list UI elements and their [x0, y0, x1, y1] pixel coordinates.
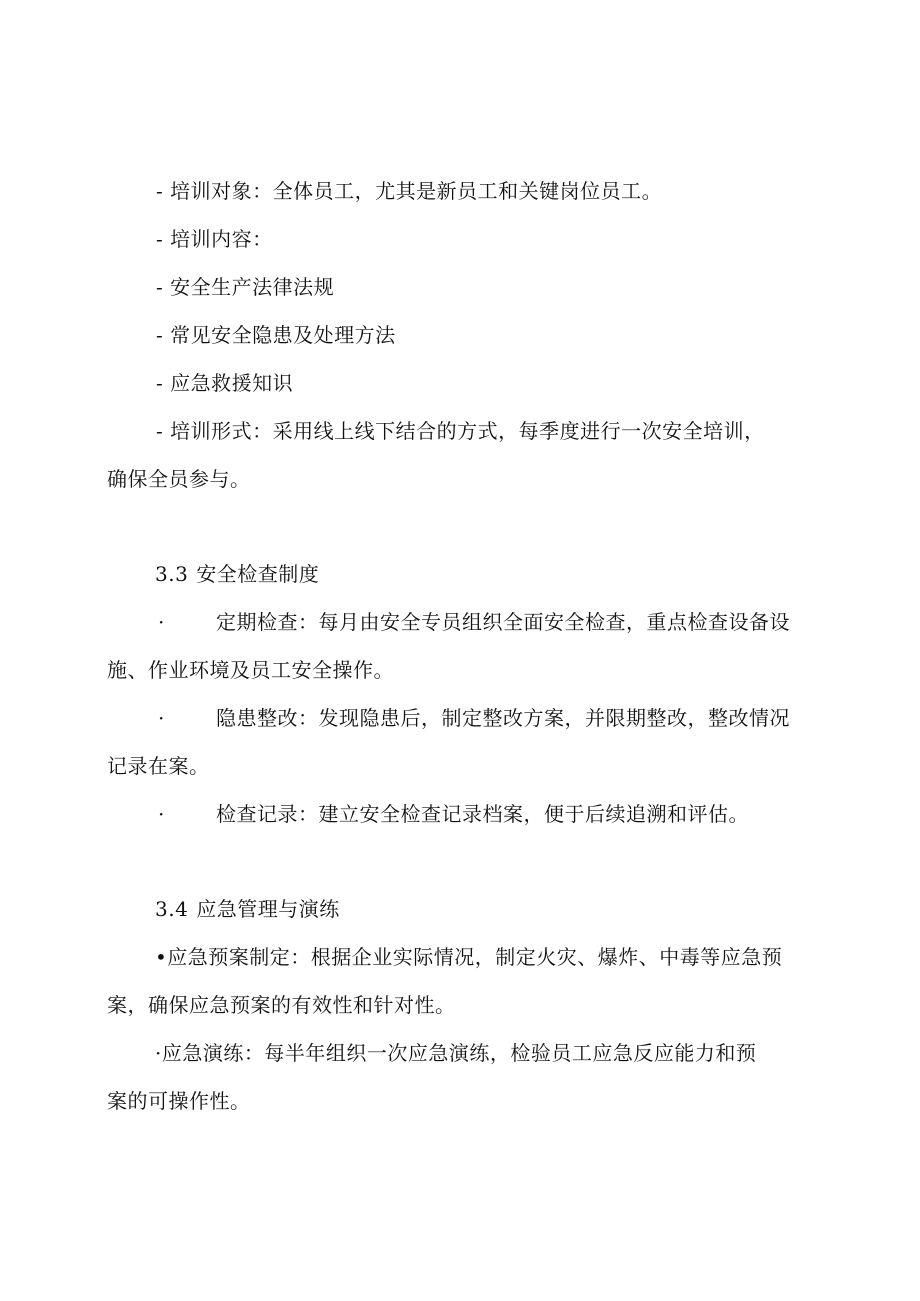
- bullet-icon: ·: [158, 706, 165, 730]
- training-content-item-1: - 安全生产法律法规: [156, 275, 335, 299]
- training-content-label: - 培训内容：: [156, 227, 273, 251]
- section-3-4-title: 应急管理与演练: [196, 897, 340, 921]
- section-3-4-number: 3.4: [155, 897, 189, 921]
- bullet-icon: ·: [158, 802, 165, 826]
- emergency-item-2-line-2: 案的可操作性。: [107, 1089, 251, 1113]
- inspection-item-2-line-2: 记录在案。: [107, 754, 210, 778]
- inspection-item-1-line-2: 施、作业环境及员工安全操作。: [107, 658, 394, 682]
- emergency-item-2-line-1: ·应急演练：每半年组织一次应急演练，检验员工应急反应能力和预: [155, 1041, 757, 1065]
- training-content-item-3: - 应急救援知识: [156, 371, 294, 395]
- inspection-item-3-line-1: [158, 802, 749, 826]
- section-3-3-title: 安全检查制度: [196, 562, 320, 586]
- training-content-item-2: - 常见安全隐患及处理方法: [156, 323, 396, 347]
- bullet-icon: ·: [158, 610, 165, 634]
- section-3-4-heading: [155, 897, 340, 921]
- section-3-3-heading: [155, 562, 319, 586]
- training-form-line-2: 确保全员参与。: [107, 467, 251, 491]
- emergency-item-1-line-1: •应急预案制定：根据企业实际情况，制定火灾、爆炸、中毒等应急预: [155, 945, 783, 969]
- inspection-item-1-text: 定期检查：每月由安全专员组织全面安全检查，重点检查设备设: [216, 610, 790, 634]
- section-3-3-number: 3.3: [155, 562, 189, 586]
- inspection-item-1-line-1: [158, 610, 790, 634]
- inspection-item-2-line-1: [158, 706, 790, 730]
- emergency-item-1-line-2: 案，确保应急预案的有效性和针对性。: [107, 993, 456, 1017]
- inspection-item-3-text: 检查记录：建立安全检查记录档案，便于后续追溯和评估。: [216, 802, 749, 826]
- training-target-line: - 培训对象：全体员工，尤其是新员工和关键岗位员工。: [156, 179, 663, 203]
- inspection-item-2-text: 隐患整改：发现隐患后，制定整改方案，并限期整改，整改情况: [216, 706, 790, 730]
- training-form-line-1: - 培训形式：采用线上线下结合的方式，每季度进行一次安全培训，: [156, 419, 765, 443]
